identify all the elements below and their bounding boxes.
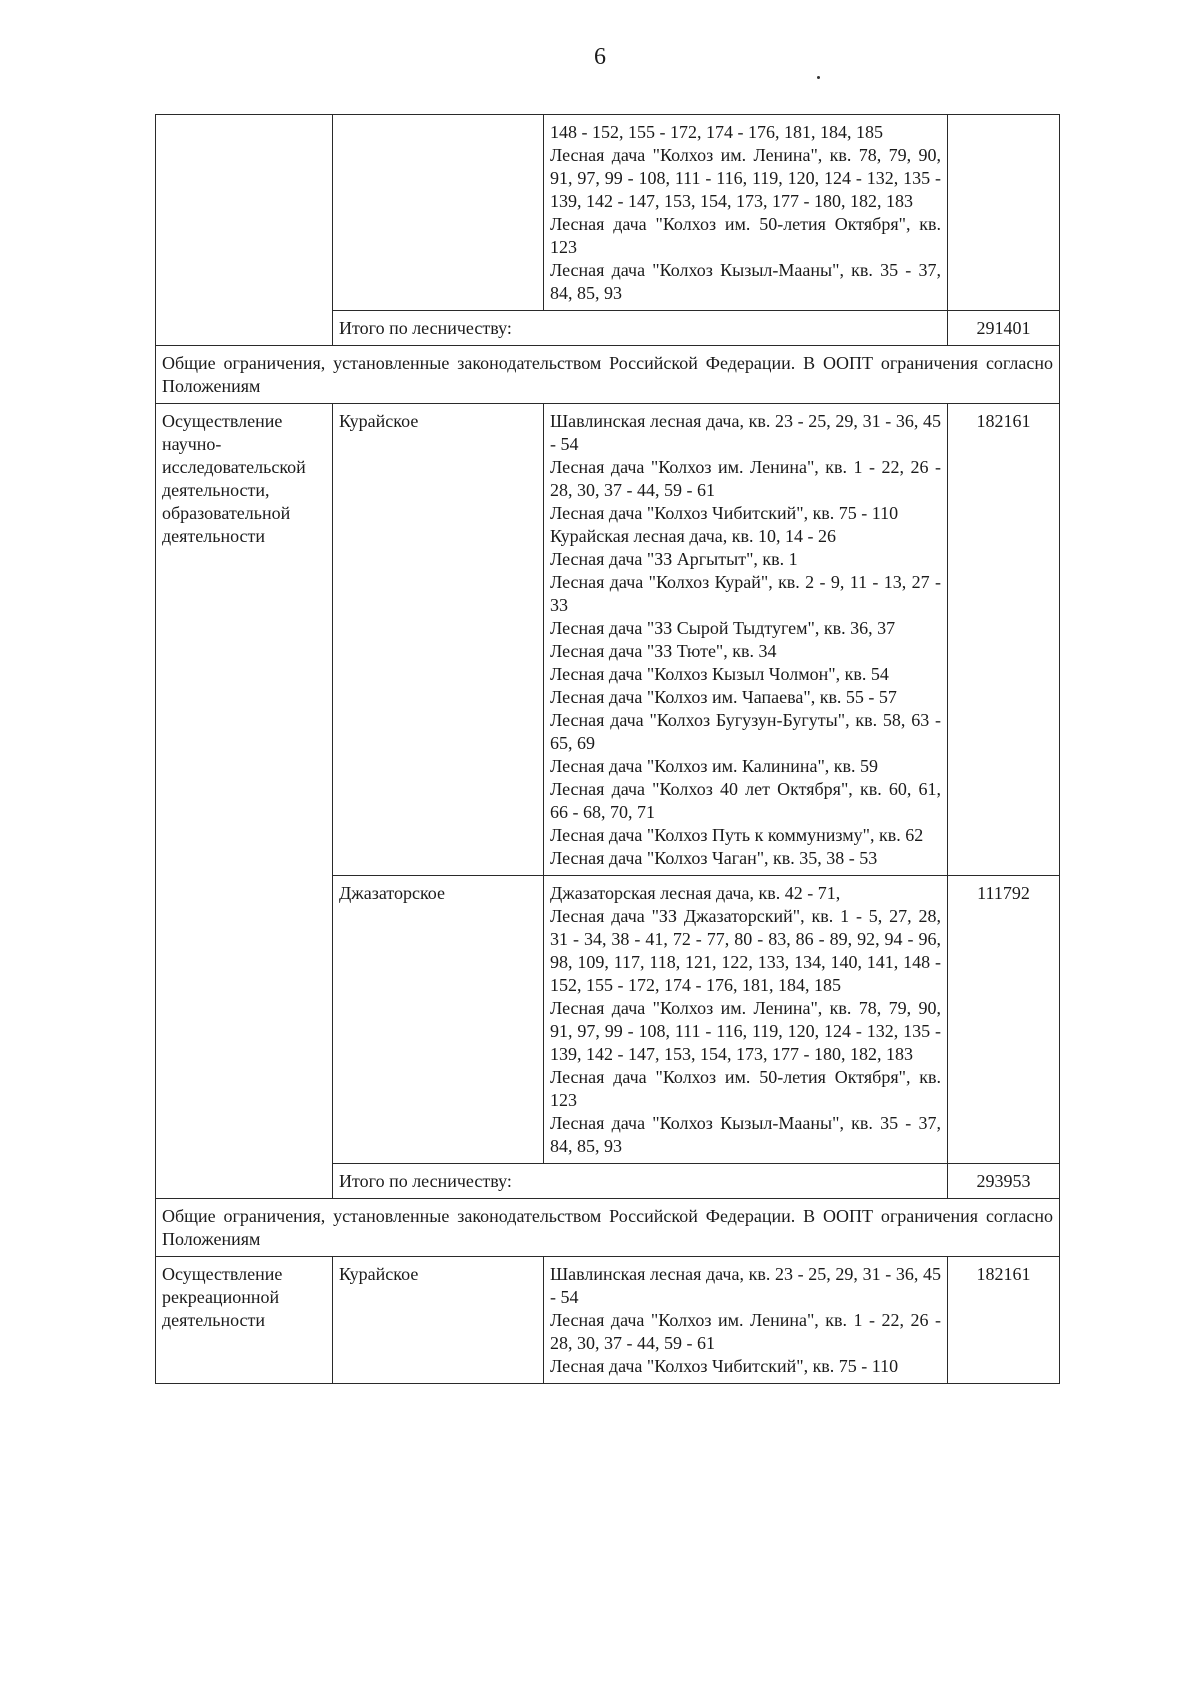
activity-cell: Осуществление рекреационной деятельности (156, 1257, 333, 1384)
quarters-line: Лесная дача "Колхоз Кызыл-Мааны", кв. 35 - 37, 84, 85, 93 (550, 260, 941, 303)
quarters-line: Лесная дача "Колхоз им. Калинина", кв. 59 (550, 756, 879, 776)
quarters-cell (544, 404, 948, 876)
general-restrictions-text: Общие ограничения, установленные законодательством Российской Федерации. В ООПТ ограничения согласно Положениям (156, 1199, 1060, 1257)
quarters-line: Лесная дача "Колхоз Путь к коммунизму", кв. 62 (550, 825, 924, 845)
quarters-line: Лесная дача "Колхоз им. Ленина", кв. 1 - 22, 26 - 28, 30, 37 - 44, 59 - 61 (550, 1310, 941, 1353)
quarters-line: Шавлинская лесная дача, кв. 23 - 25, 29, 31 - 36, 45 - 54 (550, 411, 941, 454)
quarters-line: Лесная дача "ЗЗ Сырой Тыдтугем", кв. 36, 37 (550, 618, 896, 638)
quarters-line: Лесная дача "ЗЗ Тюте", кв. 34 (550, 641, 777, 661)
total-value: 291401 (948, 311, 1060, 346)
quarters-line: Лесная дача "Колхоз им. 50-летия Октября", кв. 123 (550, 1067, 941, 1110)
forestry-cell: Джазаторское (333, 876, 544, 1164)
quarters-line: Лесная дача "Колхоз им. Ленина", кв. 78, 79, 90, 91, 97, 99 - 108, 111 - 116, 119, 120, 124 - 132, 135 - 139, 142 - 147, 153, 154, 173, 177 - 180, 182, 183 (550, 998, 941, 1064)
total-label: Итого по лесничеству: (333, 1164, 948, 1199)
activity-cell: Осуществление научно-исследовательской деятельности, образовательной деятельности (156, 404, 333, 1199)
quarters-line: Джазаторская лесная дача, кв. 42 - 71, (550, 883, 841, 903)
area-cell: 111792 (948, 876, 1060, 1164)
quarters-line: Курайская лесная дача, кв. 10, 14 - 26 (550, 526, 837, 546)
forestry-cell: Курайское (333, 404, 544, 876)
quarters-line: 148 - 152, 155 - 172, 174 - 176, 181, 184, 185 (550, 122, 883, 142)
table-row (156, 404, 1060, 876)
quarters-line: Лесная дача "Колхоз им. Ленина", кв. 78, 79, 90, 91, 97, 99 - 108, 111 - 116, 119, 120, 124 - 132, 135 - 139, 142 - 147, 153, 154, 173, 177 - 180, 182, 183 (550, 145, 941, 211)
quarters-cell (544, 876, 948, 1164)
forest-restrictions-table (155, 114, 1060, 1384)
quarters-line: Шавлинская лесная дача, кв. 23 - 25, 29, 31 - 36, 45 - 54 (550, 1264, 941, 1307)
quarters-line: Лесная дача "Колхоз 40 лет Октября", кв. 60, 61, 66 - 68, 70, 71 (550, 779, 941, 822)
total-value: 293953 (948, 1164, 1060, 1199)
activity-cell (156, 115, 333, 346)
page-number: 6 (594, 44, 606, 70)
quarters-line: Лесная дача "Колхоз им. Ленина", кв. 1 - 22, 26 - 28, 30, 37 - 44, 59 - 61 (550, 457, 941, 500)
general-row (156, 346, 1060, 404)
quarters-line: Лесная дача "ЗЗ Аргытыт", кв. 1 (550, 549, 798, 569)
quarters-line: Лесная дача "Колхоз им. Чапаева", кв. 55 - 57 (550, 687, 897, 707)
general-restrictions-text: Общие ограничения, установленные законодательством Российской Федерации. В ООПТ ограничения согласно Положениям (156, 346, 1060, 404)
quarters-line: Лесная дача "Колхоз Чибитский", кв. 75 - 110 (550, 503, 899, 523)
quarters-line: Лесная дача "Колхоз Бугузун-Бугуты", кв. 58, 63 - 65, 69 (550, 710, 941, 753)
scan-speck (817, 76, 820, 79)
quarters-line: Лесная дача "Колхоз Курай", кв. 2 - 9, 11 - 13, 27 - 33 (550, 572, 941, 615)
total-label: Итого по лесничеству: (333, 311, 948, 346)
quarters-line: Лесная дача "ЗЗ Джазаторский", кв. 1 - 5, 27, 28, 31 - 34, 38 - 41, 72 - 77, 80 - 83, 86 - 89, 92, 94 - 96, 98, 109, 117, 118, 121, 122, 133, 134, 140, 141, 148 - 152, 155 - 172, 174 - 176, 181, 184, 185 (550, 906, 941, 995)
forestry-cell (333, 115, 544, 311)
quarters-line: Лесная дача "Колхоз Чаган", кв. 35, 38 - 53 (550, 848, 878, 868)
quarters-line: Лесная дача "Колхоз Кызыл-Мааны", кв. 35 - 37, 84, 85, 93 (550, 1113, 941, 1156)
general-row (156, 1199, 1060, 1257)
quarters-cell (544, 115, 948, 311)
quarters-line: Лесная дача "Колхоз Чибитский", кв. 75 - 110 (550, 1356, 899, 1376)
table-row (156, 115, 1060, 311)
area-cell: 182161 (948, 404, 1060, 876)
quarters-line: Лесная дача "Колхоз Кызыл Чолмон", кв. 54 (550, 664, 889, 684)
table-row (156, 1257, 1060, 1384)
quarters-line: Лесная дача "Колхоз им. 50-летия Октября", кв. 123 (550, 214, 941, 257)
area-cell: 182161 (948, 1257, 1060, 1384)
quarters-cell (544, 1257, 948, 1384)
area-cell (948, 115, 1060, 311)
forestry-cell: Курайское (333, 1257, 544, 1384)
